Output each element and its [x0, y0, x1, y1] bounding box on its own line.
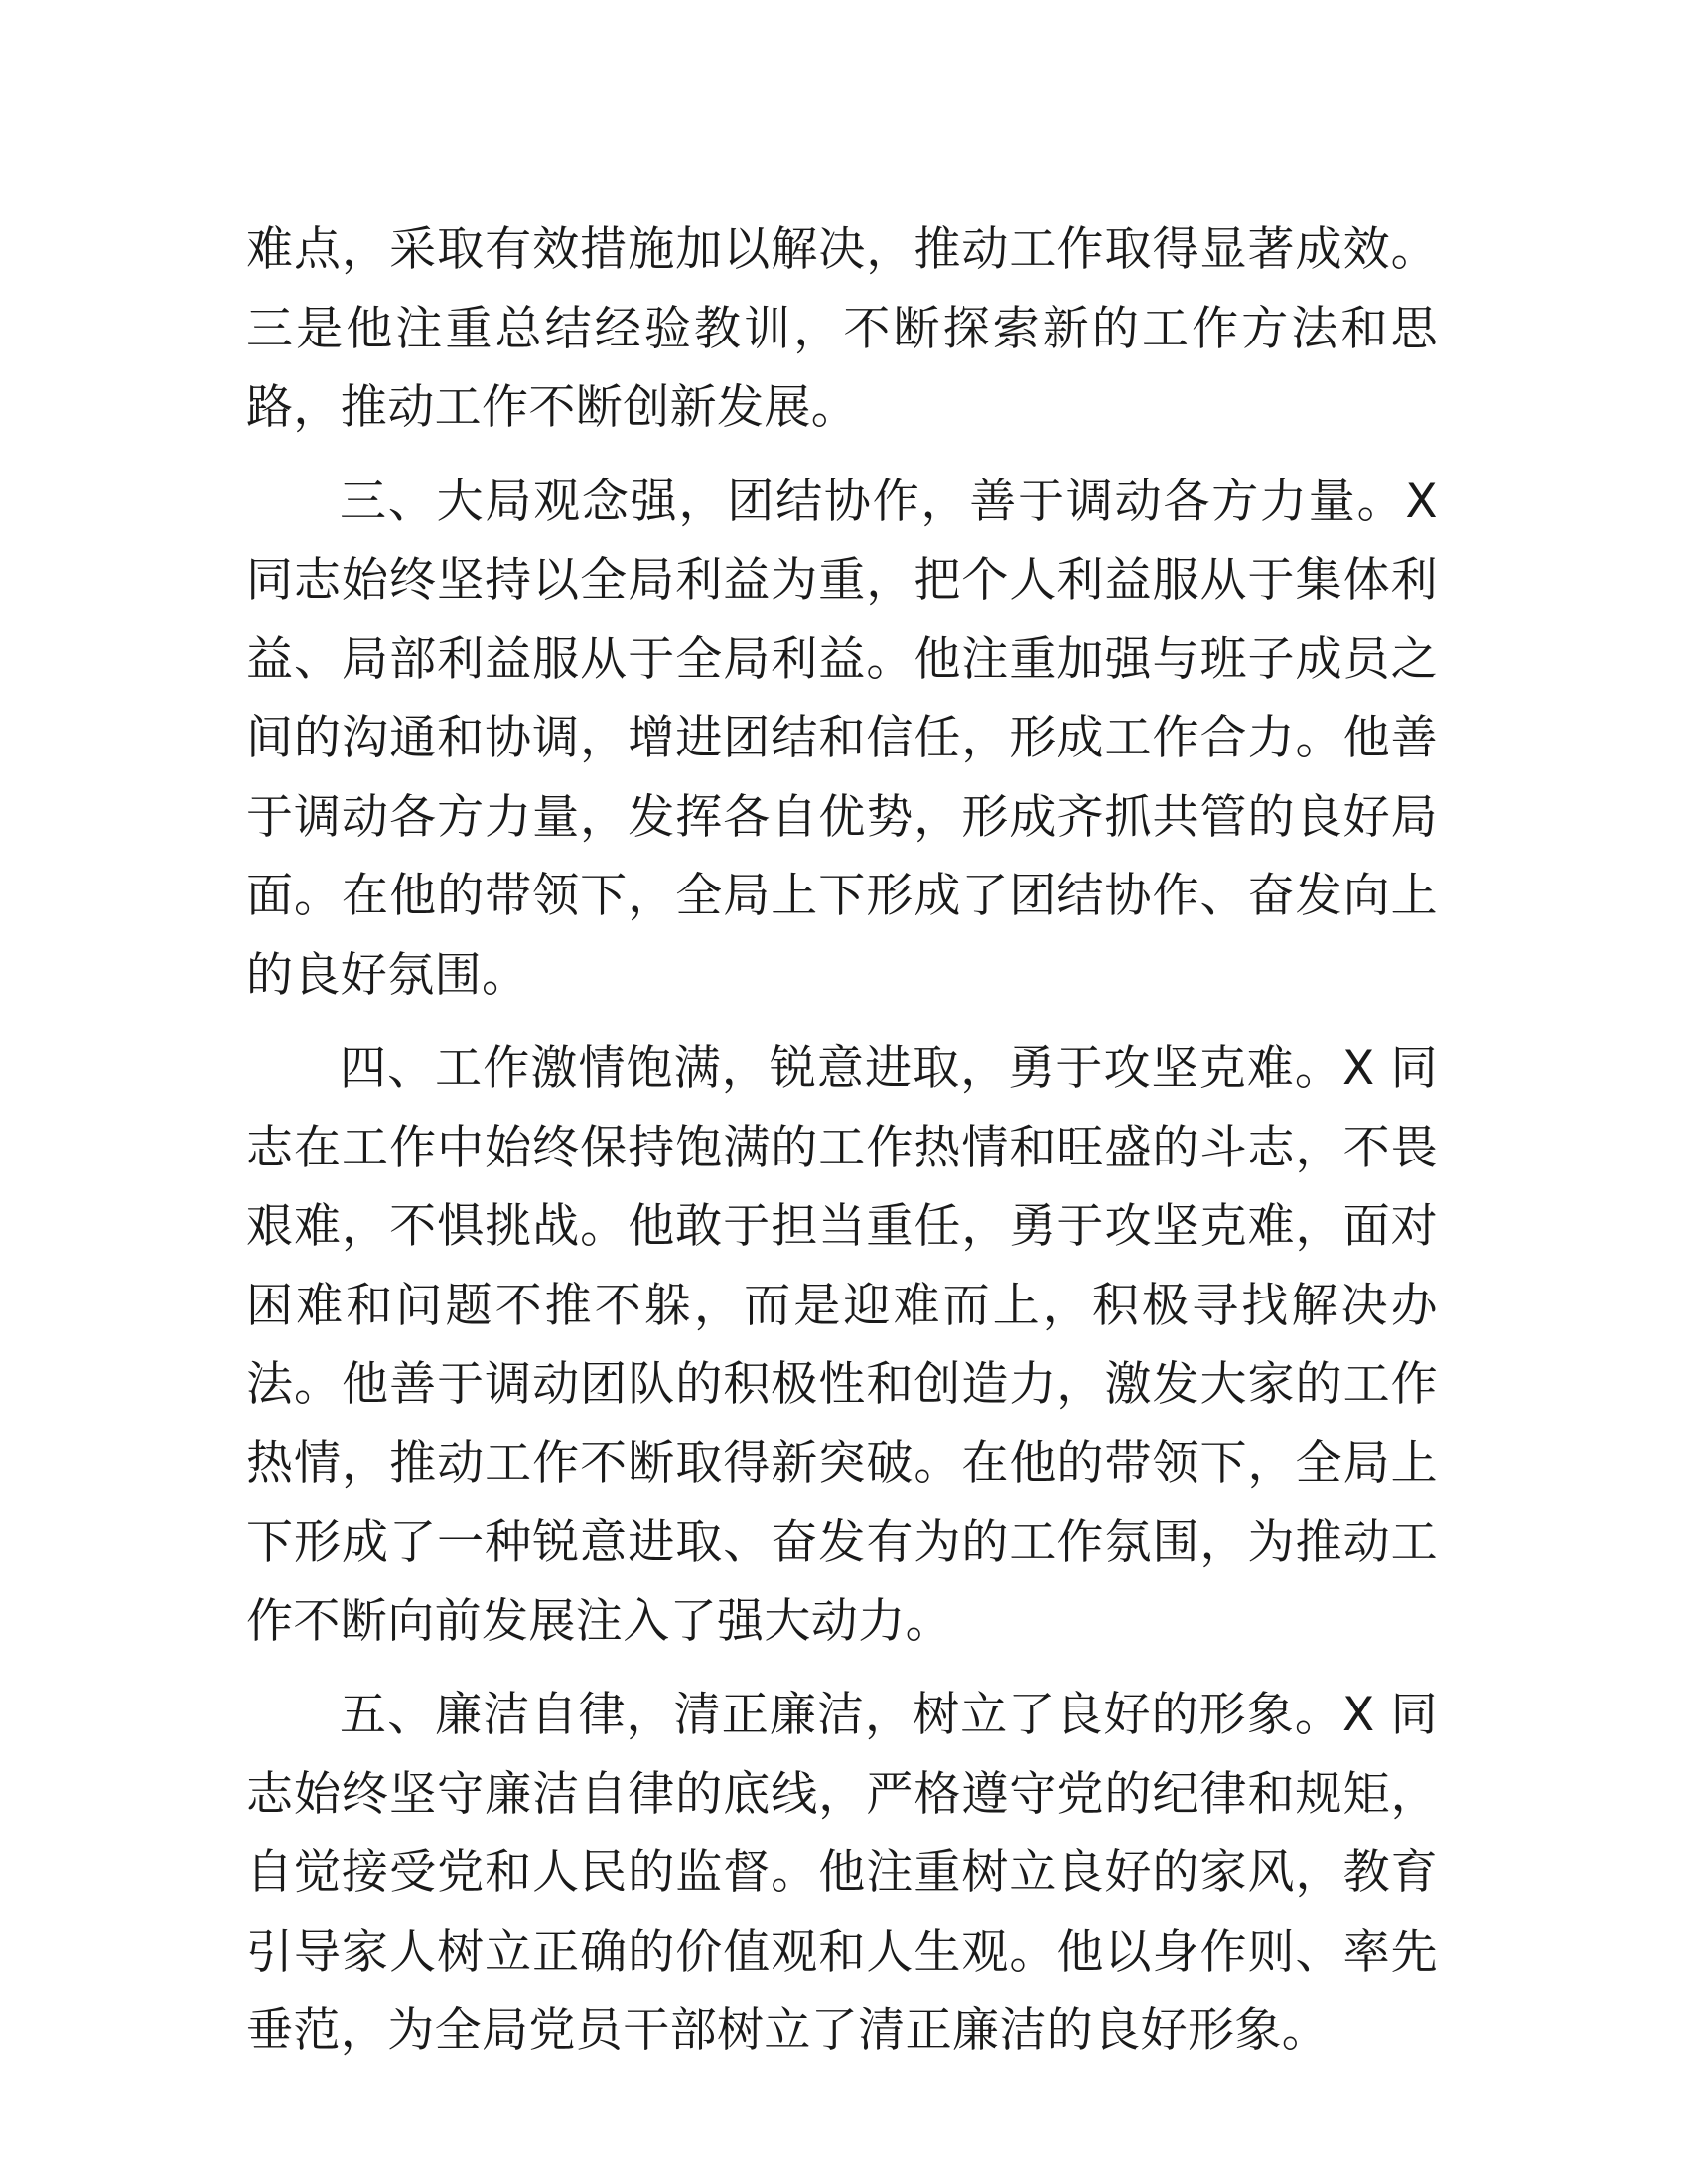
paragraph-continuation: 难点，采取有效措施加以解决，推动工作取得显著成效。三是他注重总结经验教训，不断探索新的工作方法和思路，推动工作不断创新发展。	[246, 222, 1438, 435]
paragraph-section-three: 三、大局观念强，团结协作，善于调动各方力量。X 同志始终坚持以全局利益为重，把个人利益服从于集体利益、局部利益服从于全局利益。他注重加强与班子成员之间的沟通和协调，增进团结和信任，形成工作合力。他善于调动各方力量，发挥各自优势，形成齐抓共管的良好局面。在他的带领下，全局上下形成了团结协作、奋发向上的良好氛围。	[246, 474, 1438, 1003]
paragraph-section-five: 五、廉洁自律，清正廉洁，树立了良好的形象。X 同志始终坚守廉洁自律的底线，严格遵守党的纪律和规矩，自觉接受党和人民的监督。他注重树立良好的家风，教育引导家人树立正确的价值观和人生观。他以身作则、率先垂范，为全局党员干部树立了清正廉洁的良好形象。	[246, 1688, 1438, 2058]
paragraph-section-four: 四、工作激情饱满，锐意进取，勇于攻坚克难。X 同志在工作中始终保持饱满的工作热情和旺盛的斗志，不畏艰难，不惧挑战。他敢于担当重任，勇于攻坚克难，面对困难和问题不推不躲，而是迎难而上，积极寻找解决办法。他善于调动团队的积极性和创造力，激发大家的工作热情，推动工作不断取得新突破。在他的带领下，全局上下形成了一种锐意进取、奋发有为的工作氛围，为推动工作不断向前发展注入了强大动力。	[246, 1041, 1438, 1649]
document-body	[246, 210, 1438, 2086]
